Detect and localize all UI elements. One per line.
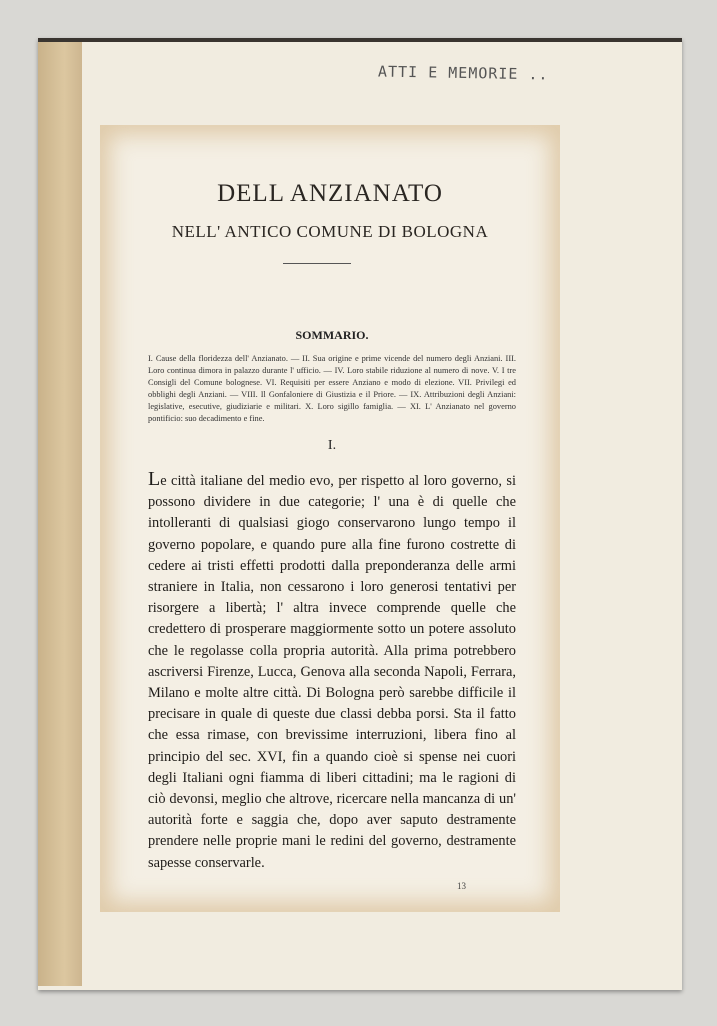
- section-number: I.: [327, 438, 337, 453]
- summary-heading: SOMMARIO.: [295, 328, 369, 342]
- page-number: 13: [457, 880, 466, 891]
- document-subtitle: NELL' ANTICO COMUNE DI BOLOGNA: [171, 222, 489, 241]
- document-title: DELL ANZIANATO: [217, 180, 443, 207]
- summary-text: I. Cause della floridezza dell' Anzianato. — II. Sua origine e prime vicende del numero degli Anziani. III. Loro continua dimora in palazzo durante l' ufficio. — IV. Loro stabile riduzione al numero di nove. V. I tre Consigli del Comune bolognese. VI. Requisiti per essere Anziano e modo di elezione. VII. Privilegi ed obblighi degli Anziani. — VIII. Il Gonfaloniere di Giustizia e il Priore. — IX. Attribuzioni degli Anziani: legislative, esecutive, giudiziarie e militari. X. Loro sigillo famiglia. — XI. L' Anzianato nel governo pontificio: suo decadimento e fine.: [148, 354, 516, 423]
- text-column: [148, 328, 516, 892]
- book-spine: [38, 42, 82, 986]
- body-text: e città italiane del medio evo, per rispetto al loro governo, si possono dividere in due categorie; l' una è di quelle che intolleranti di qualsiasi giogo conservarono lungo tempo il governo popolare, e quando pure alla fine furono costrette di cedere ai tristi effetti prodotti dalla preponderanza delle armi straniere in Italia, non cessarono i loro generosi tentativi per risorgere a libertà; l' altra invece comprende quelle che credettero di prosperare maggiormente sotto un potere assoluto che le regolasse colla propria autorità. Alla prima potrebbero ascriversi Firenze, Lucca, Genova alla seconda Napoli, Ferrara, Milano e molte altre città. Di Bologna però sarebbe difficile il precisare in quale di queste due classi debba porsi. Sta il fatto che essa rimase, con brevissime interruzioni, libera fino al principio del sec. XVI, fin a quando cioè si spense nei cuori degli Italiani ogni fiamma di liberi cittadini; ma le ragioni di ciò devonsi, meglio che altrove, ricercare nella mancanza di un' autorità forte e saggia che, dopo aver saputo destramente prendere nelle proprie mani le redini del governo, destramente sapesse conservarle.: [148, 473, 516, 871]
- drop-initial: L: [148, 468, 161, 490]
- handwritten-note: ATTI E MEMORIE ..: [377, 62, 549, 84]
- title-divider: [283, 263, 351, 264]
- body-paragraph: [148, 469, 516, 874]
